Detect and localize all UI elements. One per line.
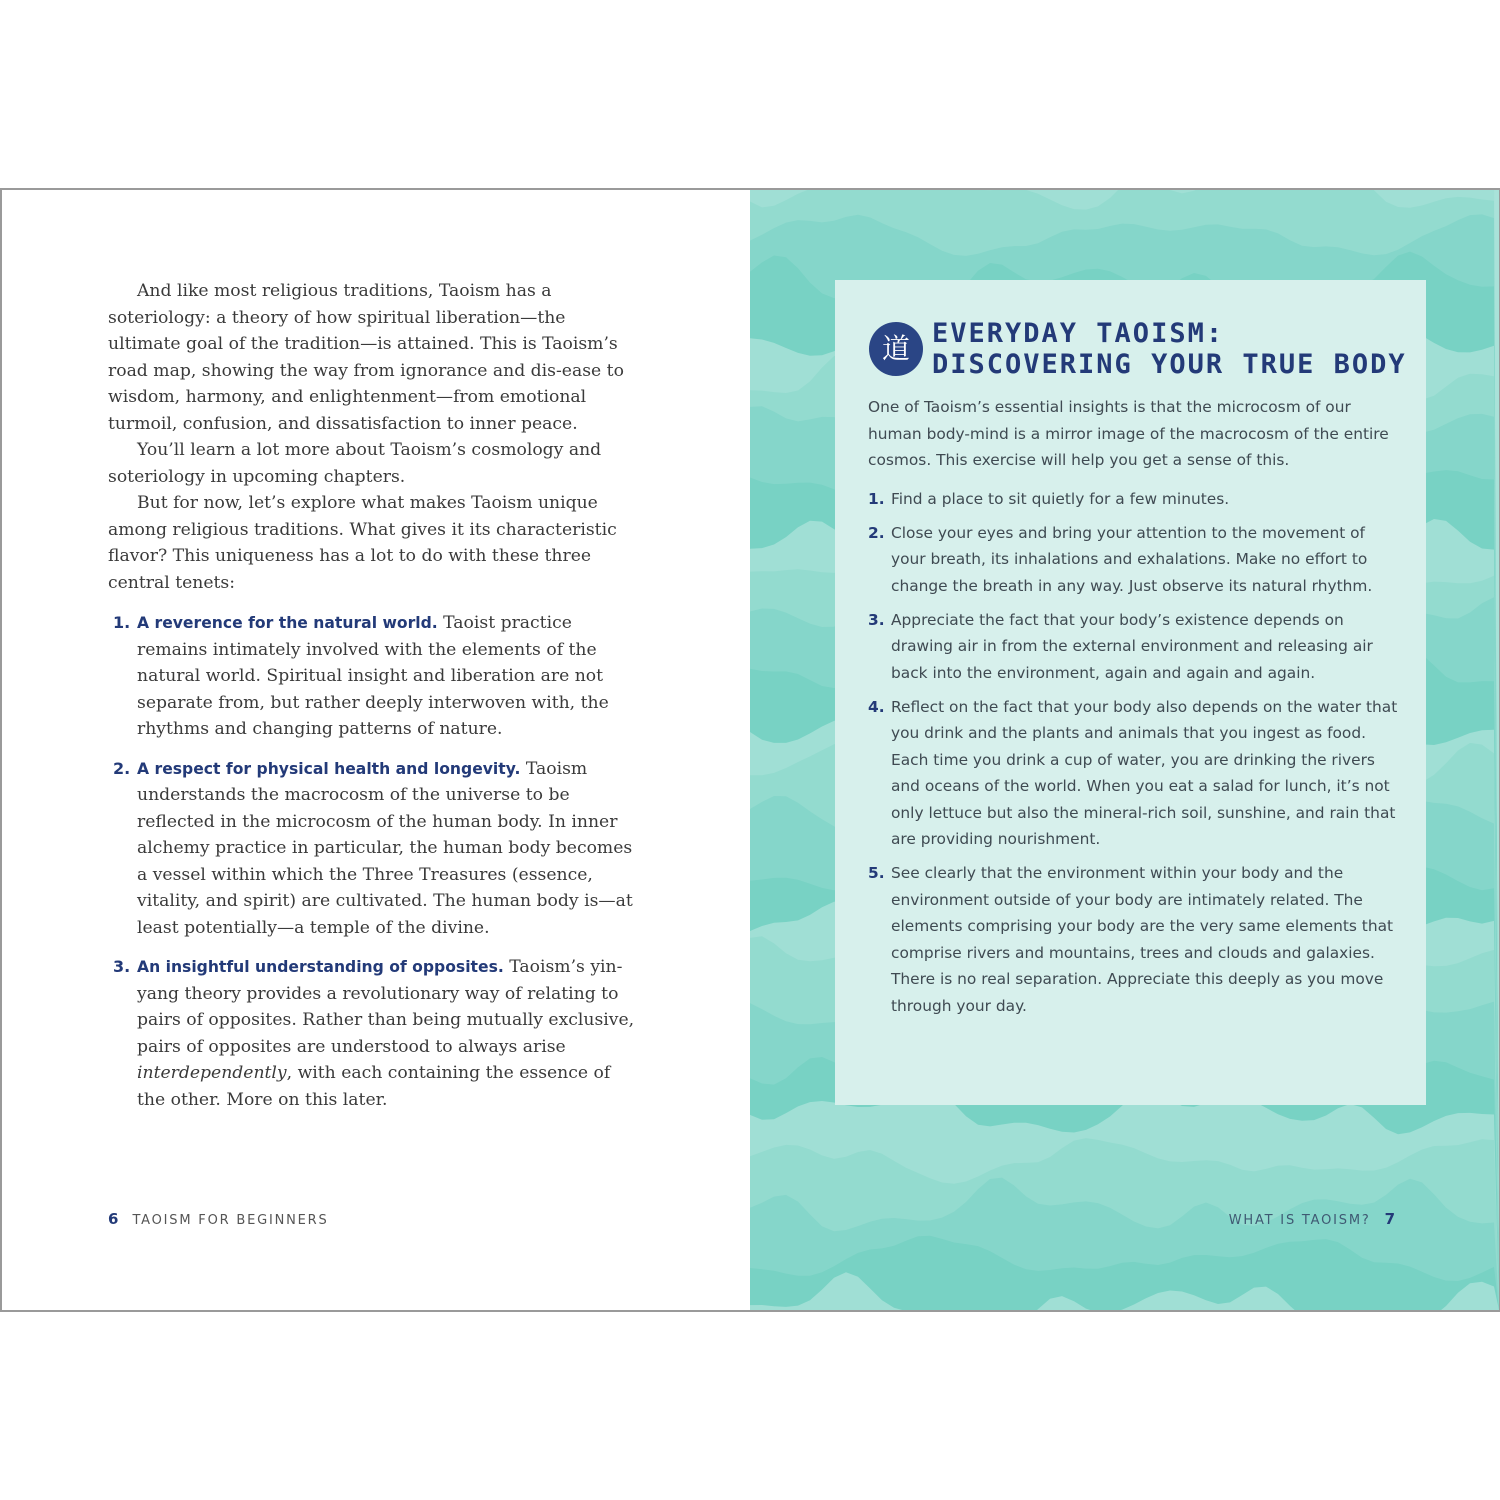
right-page [750,190,1499,1310]
step-text: See clearly that the environment within your body and the environment outside of your body are intimately related. The elements comprising your body are the very same elements that comprise rivers and mountains, trees and clouds and galaxies. There is no real separation. Appreciate this deeply as you move through your day. [891,864,1394,1015]
exercise-intro: One of Taoism’s essential insights is that the microcosm of our human body-mind is a mirror image of the macrocosm of the entire cosmos. This exercise will help you get a sense of this. [868,398,1389,469]
tenet-text: Taoism’s yin-yang theory provides a revolutionary way of relating to pairs of opposites. Rather than being mutually exclusive, pairs of opposites are understood to always arise [137,957,635,1057]
step-number: 1. [868,489,885,508]
step-item [868,607,1398,687]
exercise-steps [868,486,1398,1020]
tenet-item [108,954,638,1113]
tenet-text: Taoist practice remains intimately involved with the elements of the natural world. Spiritual insight and liberation are not separate from, but rather deeply interwoven with, the rhythms and changing patterns of nature. [137,613,609,739]
book-spread [0,188,1500,1312]
page-number: 6 [108,1210,119,1228]
paragraph: You’ll learn a lot more about Taoism’s cosmology and soteriology in upcoming chapters. [108,440,602,487]
step-number: 5. [868,864,885,882]
tenet-heading: A reverence for the natural world. [137,614,438,632]
running-title: WHAT IS TAOISM? [1228,1213,1371,1228]
right-footer [1229,1210,1395,1228]
exercise-title [932,318,1412,380]
tenet-emphasis: interdependently [137,1063,287,1083]
tao-seal-icon: 道 [869,322,923,376]
tenets-list [108,610,638,1113]
tenet-text: , with each containing the essence of the other. More on this later. [137,1063,611,1110]
tenet-item [108,610,638,743]
step-text: Close your eyes and bring your attention to the movement of your breath, its inhalations and exhalations. Make no effort to change the breath in any way. Just observe its natural rhythm. [891,523,1373,595]
step-number: 4. [868,697,885,716]
tenet-heading: An insightful understanding of opposites. [137,958,504,976]
step-text: Find a place to sit quietly for a few minutes. [891,489,1230,508]
step-text: Appreciate the fact that your body’s existence depends on drawing air in from the external environment and releasing air back into the environment, again and again and again. [891,610,1373,682]
tenet-heading: A respect for physical health and longevity. [137,759,521,778]
tenet-item [108,756,638,942]
paragraph: And like most religious traditions, Taoism has a soteriology: a theory of how spiritual liberation—the ultimate goal of the tradition—is attained. This is Taoism’s road map, showing the way from ignorance and dis-ease to wisdom, harmony, and enlightenment—from emotional turmoil, confusion, and dissatisfaction to inner peace. [108,281,624,434]
step-number: 2. [868,523,885,542]
exercise-box [835,280,1426,1105]
tenet-number: 3. [113,957,131,976]
tenet-number: 2. [113,758,131,778]
step-item [868,694,1398,853]
left-body-text [108,278,638,1126]
step-number: 3. [868,610,885,629]
left-footer [108,1210,329,1228]
exercise-title-line: DISCOVERING YOUR TRUE BODY [932,349,1407,380]
exercise-body [868,394,1398,1027]
step-item [868,486,1398,513]
step-item [868,520,1398,600]
tenet-text: Taoism understands the macrocosm of the universe to be reflected in the microcosm of the human body. In inner alchemy practice in particular, the human body becomes a vessel within which the Three Treasures (essence, vitality, and spirit) are cultivated. The human body is—at least potentially—a temple of the divine. [137,758,633,938]
paragraph: But for now, let’s explore what makes Taoism unique among religious traditions. What gives it its characteristic flavor? This uniqueness has a lot to do with these three central tenets: [108,493,617,593]
exercise-title-line: EVERYDAY TAOISM: [932,318,1225,349]
tenet-number: 1. [113,613,131,632]
left-page [2,190,750,1310]
step-item [868,860,1398,1019]
page-number: 7 [1384,1210,1395,1228]
step-text: Reflect on the fact that your body also depends on the water that you drink and the plants and animals that you ingest as food. Each time you drink a cup of water, you are drinking the rivers and oceans of the world. When you eat a salad for lunch, it’s not only lettuce but also the mineral-rich soil, sunshine, and rain that are providing nourishment. [891,697,1398,848]
running-title: TAOISM FOR BEGINNERS [132,1213,329,1228]
